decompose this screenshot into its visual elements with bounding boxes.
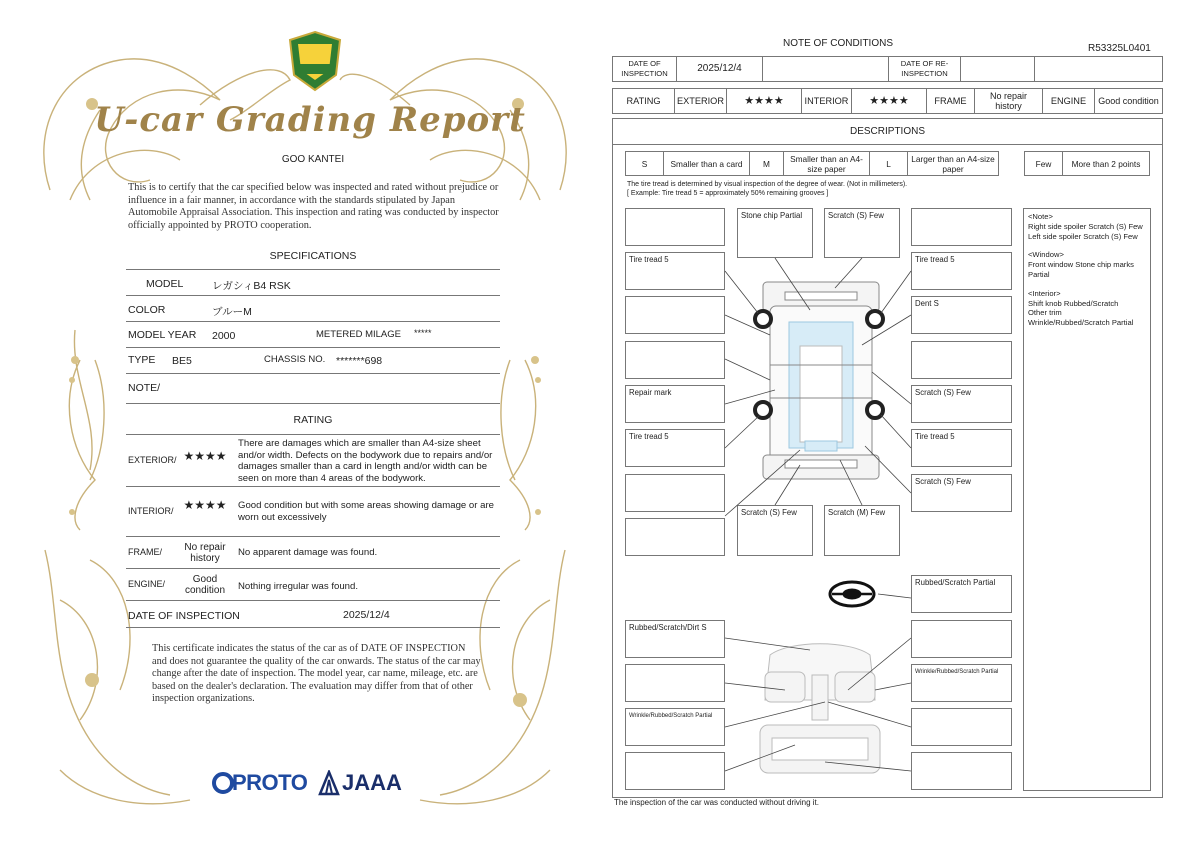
rating-summary-table bbox=[612, 88, 1163, 114]
color-label: COLOR bbox=[128, 304, 166, 316]
note-line: Wrinkle/Rubbed/Scratch Partial bbox=[1028, 318, 1134, 328]
damage-box: Dent S bbox=[911, 296, 1012, 334]
rating-row-frame bbox=[126, 537, 500, 569]
rating-row-interior bbox=[126, 487, 500, 537]
inspection-dates-table bbox=[612, 56, 1163, 82]
damage-box bbox=[911, 708, 1012, 746]
spec-row-type bbox=[126, 348, 500, 374]
note-line: Other trim bbox=[1028, 308, 1062, 318]
damage-box: Tire tread 5 bbox=[911, 252, 1012, 290]
frame-value: No repair history bbox=[974, 89, 1042, 114]
damage-box: Wrinkle/Rubbed/Scratch Partial bbox=[625, 708, 725, 746]
inspection-date-label: DATE OF INSPECTION bbox=[128, 610, 240, 622]
frame-description: No apparent damage was found. bbox=[238, 547, 378, 558]
rating-row-engine bbox=[126, 569, 500, 601]
conditions-title: NOTE OF CONDITIONS bbox=[783, 38, 893, 49]
damage-box bbox=[625, 752, 725, 790]
few-legend-table bbox=[1024, 151, 1150, 176]
date-reinspection-label: DATE OF RE-INSPECTION bbox=[889, 57, 961, 82]
interior-label: INTERIOR bbox=[801, 89, 851, 114]
model-year-label: MODEL YEAR bbox=[128, 329, 197, 341]
metered-label: METERED MILAGE bbox=[316, 329, 401, 340]
note-line: Shift knob Rubbed/Scratch bbox=[1028, 298, 1119, 308]
legend-key-few: Few bbox=[1025, 152, 1063, 176]
certification-statement: This is to certify that the car specified below was inspected and rated without prejudice or influence in a fair manner, in accordance with the standards stipulated by Japan Automobile Appraisal Association. This inspection and rating was conducted by inspector officially appointed by PROTO cooperation. bbox=[128, 182, 499, 231]
specifications-heading: SPECIFICATIONS bbox=[269, 250, 357, 262]
report-id: R53325L0401 bbox=[1088, 43, 1151, 54]
notes-panel bbox=[1023, 208, 1151, 791]
note-line: Front window Stone chip marks Partial bbox=[1028, 260, 1134, 279]
date-inspection-label: DATE OF INSPECTION bbox=[613, 57, 677, 82]
damage-box bbox=[911, 620, 1012, 658]
exterior-stars: ★★★★ bbox=[726, 89, 801, 114]
tire-note-line-1: The tire tread is determined by visual inspection of the degree of wear. (Not in millimeters). bbox=[627, 181, 908, 188]
exterior-stars: ★★★★ bbox=[183, 449, 227, 463]
legend-desc-m: Smaller than an A4-size paper bbox=[784, 152, 870, 176]
report-subtitle: GOO KANTEI bbox=[281, 154, 345, 165]
interior-stars: ★★★★ bbox=[183, 498, 227, 512]
date-inspection-value: 2025/12/4 bbox=[677, 57, 763, 82]
engine-description: Nothing irregular was found. bbox=[238, 581, 358, 592]
damage-box bbox=[625, 518, 725, 556]
legend-key-s: S bbox=[626, 152, 664, 176]
damage-box: Stone chip Partial bbox=[737, 208, 813, 258]
spec-row-color bbox=[126, 296, 500, 322]
damage-box bbox=[625, 664, 725, 702]
damage-box bbox=[911, 341, 1012, 379]
legend-desc-s: Smaller than a card bbox=[664, 152, 750, 176]
date-reinspection-value bbox=[961, 57, 1035, 82]
size-legend-table bbox=[625, 151, 999, 176]
frame-label: FRAME bbox=[926, 89, 974, 114]
damage-box: Tire tread 5 bbox=[625, 429, 725, 467]
note-label: NOTE/ bbox=[128, 382, 161, 394]
interior-stars: ★★★★ bbox=[851, 89, 926, 114]
damage-box bbox=[911, 208, 1012, 246]
frame-label: FRAME/ bbox=[128, 547, 163, 557]
report-title: U-car Grading Report bbox=[94, 100, 526, 140]
proto-logo-icon bbox=[212, 772, 234, 794]
damage-box: Scratch (M) Few bbox=[824, 505, 900, 556]
damage-box: Rubbed/Scratch Partial bbox=[911, 575, 1012, 613]
damage-box bbox=[625, 474, 725, 512]
damage-box: Scratch (S) Few bbox=[911, 474, 1012, 512]
date-empty-cell bbox=[1035, 57, 1163, 82]
rating-heading: RATING bbox=[293, 414, 333, 426]
damage-box bbox=[625, 208, 725, 246]
damage-box: Scratch (S) Few bbox=[737, 505, 813, 556]
driving-note: The inspection of the car was conducted without driving it. bbox=[614, 798, 819, 807]
note-line: Right side spoiler Scratch (S) Few bbox=[1028, 221, 1143, 231]
damage-box bbox=[625, 296, 725, 334]
legend-key-m: M bbox=[750, 152, 784, 176]
tire-note-line-2: [ Example: Tire tread 5 = approximately 50% remaining grooves ] bbox=[627, 190, 829, 197]
damage-box: Rubbed/Scratch/Dirt S bbox=[625, 620, 725, 658]
damage-box: Wrinkle/Rubbed/Scratch Partial bbox=[911, 664, 1012, 702]
chassis-label: CHASSIS NO. bbox=[264, 354, 326, 365]
exterior-label: EXTERIOR/ bbox=[128, 455, 177, 465]
legend-desc-few: More than 2 points bbox=[1063, 152, 1150, 176]
descriptions-heading: DESCRIPTIONS bbox=[612, 118, 1163, 145]
damage-box: Scratch (S) Few bbox=[911, 385, 1012, 423]
model-year-value: 2000 bbox=[212, 330, 236, 342]
note-of-conditions bbox=[600, 0, 1200, 848]
model-value: レガシィB4 RSK bbox=[212, 280, 291, 292]
note-line: Left side spoiler Scratch (S) Few bbox=[1028, 231, 1138, 241]
rating-row-exterior bbox=[126, 435, 500, 487]
chassis-value: *******698 bbox=[336, 355, 383, 367]
inspection-date-row bbox=[126, 601, 500, 628]
color-value: ブルーM bbox=[212, 306, 252, 318]
spec-row-model bbox=[126, 270, 500, 296]
proto-brand: PROTO bbox=[232, 770, 308, 795]
damage-box: Repair mark bbox=[625, 385, 725, 423]
note-heading: <Note> bbox=[1028, 212, 1053, 221]
damage-box bbox=[625, 341, 725, 379]
certificate-disclaimer: This certificate indicates the status of the car as of DATE OF INSPECTION and does not guarantee the quality of the car onwards. The status of the car may change after the date of inspection. The model year, car name, mileage, etc. are based on the dealer's declaration. The evaluation may differ from that of other inspection organizations. bbox=[152, 643, 481, 704]
window-heading: <Window> bbox=[1028, 250, 1064, 260]
metered-value: ***** bbox=[414, 328, 432, 338]
type-value: BE5 bbox=[172, 355, 192, 367]
spec-row-note bbox=[126, 374, 500, 404]
legend-desc-l: Larger than an A4-size paper bbox=[908, 152, 999, 176]
engine-label: ENGINE/ bbox=[128, 579, 166, 589]
date-empty-cell bbox=[763, 57, 889, 82]
engine-value: Good condition bbox=[184, 574, 226, 596]
damage-box bbox=[911, 752, 1012, 790]
inspection-date-value: 2025/12/4 bbox=[343, 609, 390, 621]
damage-box: Tire tread 5 bbox=[625, 252, 725, 290]
engine-value: Good condition bbox=[1094, 89, 1162, 114]
model-label: MODEL bbox=[146, 278, 184, 290]
goo-kantei-shield-icon bbox=[288, 30, 342, 92]
spec-row-year bbox=[126, 322, 500, 348]
exterior-description: There are damages which are smaller than A4-size sheet and/or width. Defects on the bodywork due to repairs and/or damages smaller than a card in length and/or width can be seen on more than 4 areas of the bodywork. bbox=[238, 438, 493, 484]
damage-box: Tire tread 5 bbox=[911, 429, 1012, 467]
engine-label: ENGINE bbox=[1042, 89, 1094, 114]
jaaa-brand: JAAA bbox=[342, 770, 402, 795]
interior-heading: <Interior> bbox=[1028, 288, 1061, 298]
damage-box: Scratch (S) Few bbox=[824, 208, 900, 258]
rating-label: RATING bbox=[613, 89, 675, 114]
interior-description: Good condition but with some areas showing damage or are worn out excessively bbox=[238, 500, 494, 523]
jaaa-logo-icon bbox=[318, 770, 340, 796]
tire-tread-note bbox=[627, 180, 907, 198]
legend-key-l: L bbox=[870, 152, 908, 176]
frame-value: No repair history bbox=[184, 542, 226, 564]
exterior-label: EXTERIOR bbox=[675, 89, 727, 114]
interior-label: INTERIOR/ bbox=[128, 506, 174, 516]
type-label: TYPE bbox=[128, 354, 156, 366]
